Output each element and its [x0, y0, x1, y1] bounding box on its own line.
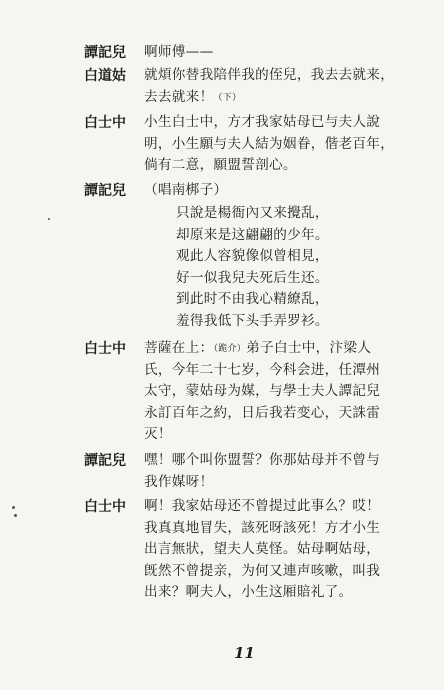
- speech-line: 永訂百年之約，日后我若变心，天誅雷: [144, 404, 381, 421]
- speech-line: 灭！: [144, 426, 172, 442]
- page-number: 11: [234, 644, 255, 662]
- speech-line: 出言無狀，望夫人莫怪。姑母啊姑母，: [144, 541, 381, 557]
- speech-text: [144, 65, 414, 108]
- print-speck: [48, 218, 50, 220]
- verse-line: 却原来是这翩翩的少年。: [176, 226, 329, 243]
- speech-line: 倘有二意，願盟誓剖心。: [144, 157, 297, 173]
- verse-line: 到此时不由我心精繚乱，: [176, 291, 329, 307]
- stage-direction: （跪介）: [213, 344, 247, 354]
- speech-line: 太守，蒙姑母为媒，与學士夫人譚記兒: [144, 383, 381, 399]
- speech-line: 我真真地冒失，該死呀該死！方才小生: [144, 519, 381, 536]
- speech-text: [144, 338, 414, 446]
- sung-verse: [176, 203, 416, 332]
- speech-line: 啊！我家姑母还不曾提过此事么？哎！: [144, 498, 381, 514]
- stage-direction: （下）: [213, 92, 242, 103]
- speech-line: 就煩你替我陪伴我的侄兒，我去去就来，: [144, 67, 395, 83]
- speech-text: [144, 112, 414, 177]
- speech-line: 去去就来！（下）: [144, 88, 242, 105]
- speaker-name: 譚記兒: [84, 183, 126, 199]
- speaker-name: 譚記兒: [84, 453, 126, 469]
- speech-line: 明，小生願与夫人結为姻眷，偕老百年，: [144, 135, 395, 152]
- speech-text: [144, 450, 414, 493]
- speech-line: 嘿！哪个叫你盟誓？你那姑母并不曾与: [144, 452, 381, 468]
- speech-line: 出来？啊夫人，小生这厢賠礼了。: [144, 584, 353, 600]
- speech-line: 我作媒呀！: [144, 473, 214, 490]
- speech-line: 旣然不曾提亲，为何又連声咳嗽，叫我: [144, 562, 381, 579]
- stage-direction: （唱南梆子）: [144, 182, 228, 198]
- speaker-name: 白士中: [84, 499, 126, 515]
- speaker-name: 譚記兒: [84, 45, 126, 61]
- speech-text: [144, 496, 414, 604]
- speaker-name: 白道姑: [84, 68, 126, 84]
- verse-line: 羞得我低下头手弄罗衫。: [176, 312, 329, 329]
- speech-line: 菩薩在上：（跪介）弟子白士中，汴梁人: [144, 340, 372, 356]
- verse-line: 只說是楊衙內又来攪乱，: [176, 205, 329, 221]
- speech-text: [144, 180, 414, 202]
- speech-line: 小生白士中，方才我家姑母已与夫人說: [144, 114, 381, 130]
- speech-line: 啊师傅——: [144, 44, 214, 60]
- print-speck: [14, 514, 17, 517]
- speaker-name: 白士中: [84, 341, 126, 357]
- speech-line: 氏，今年二十七岁，今科会进，任潭州: [144, 361, 381, 378]
- verse-line: 好一似我兒夫死后生还。: [176, 269, 329, 286]
- speaker-name: 白士中: [84, 115, 126, 131]
- print-speck: [12, 506, 15, 509]
- speech-text: [144, 42, 414, 64]
- verse-line: 观此人容貌像似曾相見，: [176, 248, 329, 264]
